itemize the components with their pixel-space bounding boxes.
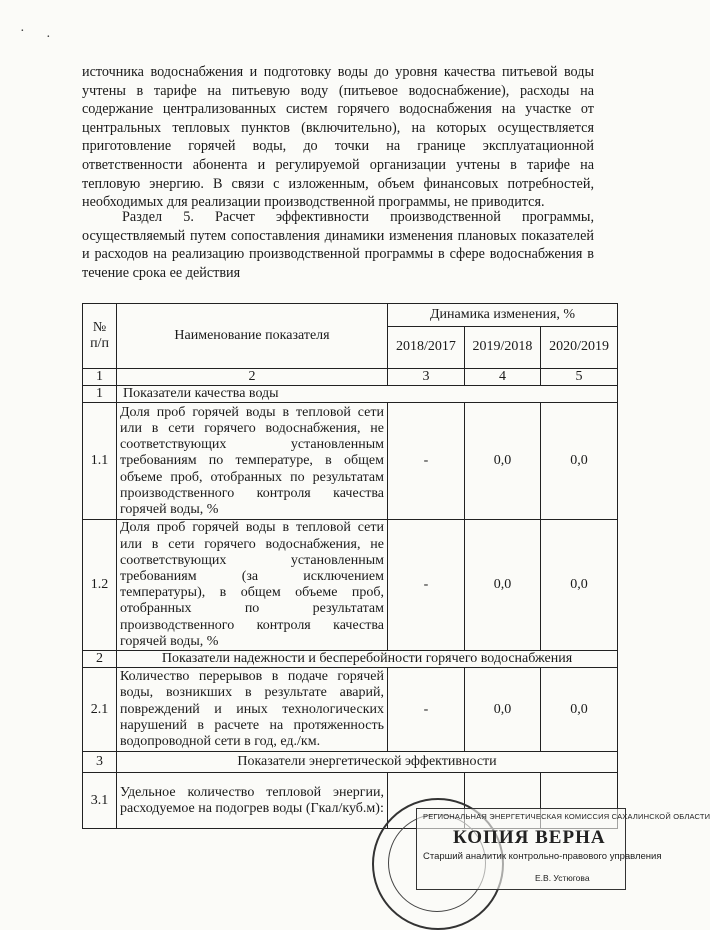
section-num: 2 — [83, 651, 117, 668]
efficiency-table — [82, 303, 618, 829]
copy-certification-stamp — [416, 808, 710, 890]
row-value-2018: - — [388, 520, 465, 651]
row-num: 1.2 — [83, 520, 117, 651]
col-number: 5 — [541, 369, 618, 386]
header-year-2: 2019/2018 — [465, 327, 541, 369]
header-year-1: 2018/2017 — [388, 327, 465, 369]
paragraph-intro: источника водоснабжения и подготовку воды до уровня качества питьевой воды учтены в тарифе на питьевую воду (питьевое водоснабжение), расходы на содержание централизованных систем горячего водоснабжения на участке от центральных тепловых пунктов (включительно), на которых осуществляется приготовление горячей воды, до точки на границе эксплуатационной ответственности абонента и регулируемой организации учтены в тарифе на тепловую энергию. В связи с изложенным, объем финансовых потребностей, необходимых для реализации производственной программы, не приводится. — [82, 64, 594, 211]
row-num: 2.1 — [83, 668, 117, 752]
table-row-1-2 — [83, 520, 618, 651]
scan-mark: · — [20, 24, 25, 39]
col-number: 3 — [388, 369, 465, 386]
header-year-3: 2020/2019 — [541, 327, 618, 369]
section-title: Показатели надежности и бесперебойности горячего водоснабжения — [117, 651, 618, 668]
row-num: 1.1 — [83, 403, 117, 520]
row-name: Доля проб горячей воды в тепловой сети или в сети горячего водоснабжения, не соответствующих установленным требованиям (за исключением температуры), в общем объеме проб, отобранных по результатам производственного контроля качества горячей воды, % — [117, 520, 388, 651]
row-value-2019: 0,0 — [465, 668, 541, 752]
scan-mark: · — [46, 30, 51, 45]
row-name: Доля проб горячей воды в тепловой сети или в сети горячего водоснабжения, не соответствующих установленным требованиям по температуре, в общем объеме проб, отобранных по результатам производственного контроля качества горячей воды, % — [117, 403, 388, 520]
section-row-1 — [83, 386, 618, 403]
col-number: 2 — [117, 369, 388, 386]
column-numbers-row — [83, 369, 618, 386]
stamp-position: Старший аналитик контрольно-правового управления — [423, 851, 662, 862]
stamp-organization: РЕГИОНАЛЬНАЯ ЭНЕРГЕТИЧЕСКАЯ КОМИССИЯ САХАЛИНСКОЙ ОБЛАСТИ — [423, 812, 710, 821]
stamp-title: КОПИЯ ВЕРНА — [453, 827, 606, 848]
section-row-3 — [83, 752, 618, 773]
section-num: 1 — [83, 386, 117, 403]
row-value-2018: - — [388, 403, 465, 520]
row-value-2019: 0,0 — [465, 403, 541, 520]
stamp-signer: Е.В. Устюгова — [535, 873, 590, 883]
row-value-2018: - — [388, 668, 465, 752]
row-value-2020: 0,0 — [541, 668, 618, 752]
col-number: 4 — [465, 369, 541, 386]
row-value-2020: 0,0 — [541, 403, 618, 520]
header-num: № п/п — [83, 304, 117, 369]
section-title: Показатели энергетической эффективности — [117, 752, 618, 773]
header-name: Наименование показателя — [117, 304, 388, 369]
row-name: Удельное количество тепловой энергии, расходуемое на подогрев воды (Гкал/куб.м): — [117, 773, 388, 829]
row-value-2019: 0,0 — [465, 520, 541, 651]
table-row-2-1 — [83, 668, 618, 752]
row-value-2020: 0,0 — [541, 520, 618, 651]
table-row-1-1 — [83, 403, 618, 520]
col-number: 1 — [83, 369, 117, 386]
table-header-row — [83, 304, 618, 327]
header-dynamics: Динамика изменения, % — [388, 304, 618, 327]
section-5-heading: Раздел 5. Расчет эффективности производственной программы, осуществляемый путем сопоставления динамики изменения плановых показателей и расходов на реализацию производственной программы в сфере водоснабжения в течение срока ее действия — [82, 209, 594, 281]
row-name: Количество перерывов в подаче горячей воды, возникших в результате аварий, повреждений и иных технологических нарушений в расчете на протяженность водопроводной сети в год, ед./км. — [117, 668, 388, 752]
row-num: 3.1 — [83, 773, 117, 829]
section-num: 3 — [83, 752, 117, 773]
section-row-2 — [83, 651, 618, 668]
section-title: Показатели качества воды — [117, 386, 618, 403]
